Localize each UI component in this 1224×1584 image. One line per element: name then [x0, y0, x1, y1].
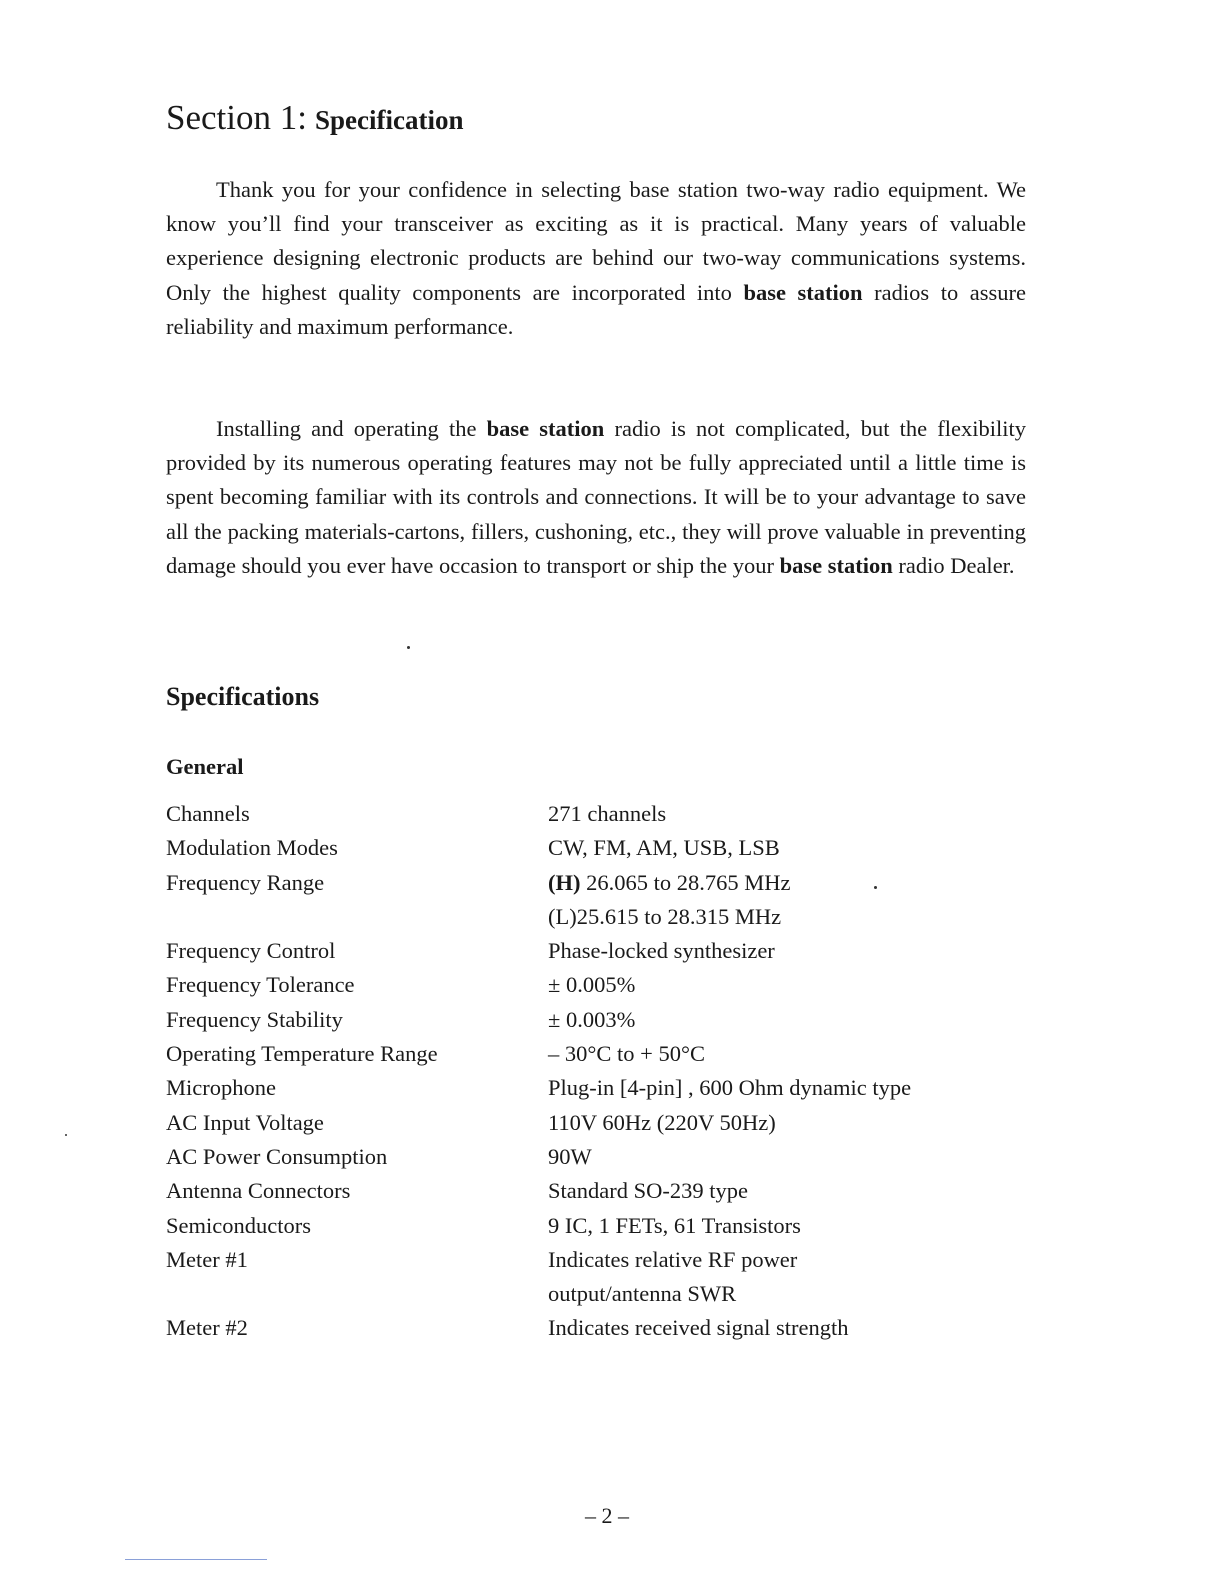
general-heading: General: [166, 754, 244, 779]
spec-row-ac-power-consumption: [166, 1140, 1026, 1174]
spec-value: Standard SO-239 type: [548, 1178, 748, 1204]
section-heading: [166, 98, 463, 138]
intro-p1-text: Thank you for your confidence in selecting base station two-way radio equipment. We know you’ll find your transceiver as exciting as it is practical. Many years of valuable experience designing electronic products are behind our two-way communications systems. Only the highest quality components are incorporated into: [166, 177, 1026, 305]
spec-label: AC Input Voltage: [166, 1109, 324, 1135]
scan-speck: [407, 646, 410, 649]
spec-value: 90W: [548, 1143, 592, 1169]
intro-p2-text-1: Installing and operating the: [216, 416, 487, 441]
band-high-prefix: (H): [548, 869, 581, 895]
spec-value: – 30°C to + 50°C: [548, 1041, 705, 1067]
spec-value: 271 channels: [548, 801, 667, 826]
spec-value: 9 IC, 1 FETs, 61 Transistors: [548, 1212, 801, 1238]
spec-value: ± 0.005%: [548, 972, 636, 998]
spec-value: ± 0.003%: [548, 1006, 636, 1032]
spec-value-line: [548, 866, 1026, 900]
spec-label: Frequency Tolerance: [166, 972, 355, 998]
spec-value: Indicates received signal strength: [548, 1315, 849, 1341]
intro-p1-text-end: radios to assure reliability and maximum performance.: [166, 279, 1027, 339]
band-low-prefix: (L): [548, 903, 577, 929]
spec-row-frequency-control: [166, 934, 1026, 968]
spec-label: Frequency Range: [166, 869, 325, 895]
spec-label: Channels: [166, 801, 250, 826]
intro-p2-text-2: radio is not complicated, but the flexibility provided by its numerous operating features may not be fully appreciated until a little time is spent becoming familiar with its controls and connections. It will be to your advantage to save all the packing materials-cartons, fillers, cushoning, etc., they will prove valuable in preventing damage should you ever have occasion to transport or ship the your: [166, 416, 1027, 578]
spec-row-operating-temperature: [166, 1037, 1026, 1071]
spec-row-meter-1: [166, 1243, 1026, 1312]
spec-value: Plug-in [4-pin] , 600 Ohm dynamic type: [548, 1075, 912, 1101]
section-number: Section 1:: [166, 98, 307, 137]
spec-value: CW, FM, AM, USB, LSB: [548, 835, 780, 861]
spec-row-frequency-range: [166, 866, 1026, 935]
spec-label: Frequency Stability: [166, 1006, 343, 1032]
page-number: – 2 –: [585, 1503, 629, 1528]
spec-value-line: Indicates relative RF power: [548, 1246, 798, 1272]
intro-p2-bold-1: base station: [486, 416, 605, 441]
section-title: Specification: [314, 105, 464, 135]
band-low-range: 25.615 to 28.315 MHz: [576, 903, 782, 929]
band-high-range: 26.065 to 28.765 MHz: [586, 869, 791, 895]
spec-table: [166, 797, 1026, 1346]
intro-p2-text-3: radio Dealer.: [892, 552, 1015, 578]
spec-label: Operating Temperature Range: [166, 1041, 438, 1067]
spec-value: 110V 60Hz (220V 50Hz): [548, 1109, 776, 1135]
spec-value: Phase-locked synthesizer: [548, 938, 775, 964]
spec-label: Microphone: [166, 1075, 276, 1101]
spec-label: Meter #1: [166, 1246, 248, 1272]
intro-paragraph-2: [166, 412, 1026, 583]
spec-label: Meter #2: [166, 1315, 248, 1341]
scan-speck: [65, 1134, 67, 1136]
spec-row-meter-2: [166, 1311, 1026, 1345]
spec-row-antenna-connectors: [166, 1174, 1026, 1208]
spec-label: Semiconductors: [166, 1212, 311, 1238]
spec-row-semiconductors: [166, 1209, 1026, 1243]
bottom-rule: [125, 1559, 267, 1560]
spec-row-frequency-tolerance: [166, 968, 1026, 1002]
spec-value: [548, 866, 1026, 935]
specifications-heading: Specifications: [166, 682, 320, 711]
spec-label: Modulation Modes: [166, 835, 338, 861]
intro-p2-bold-2: base station: [779, 552, 893, 578]
spec-value-line: output/antenna SWR: [548, 1281, 737, 1307]
spec-row-modulation-modes: [166, 831, 1026, 865]
spec-label: Frequency Control: [166, 938, 336, 964]
intro-p1-bold: base station: [743, 279, 863, 305]
spec-row-ac-input-voltage: [166, 1106, 1026, 1140]
spec-value: [548, 1243, 1026, 1312]
spec-value-line: [548, 900, 1026, 934]
intro-paragraph-1: [166, 173, 1026, 344]
spec-label: AC Power Consumption: [166, 1143, 388, 1169]
spec-row-channels: [166, 797, 1026, 831]
spec-row-microphone: [166, 1071, 1026, 1105]
spec-row-frequency-stability: [166, 1003, 1026, 1037]
spec-label: Antenna Connectors: [166, 1178, 351, 1204]
scan-speck: [874, 886, 877, 889]
